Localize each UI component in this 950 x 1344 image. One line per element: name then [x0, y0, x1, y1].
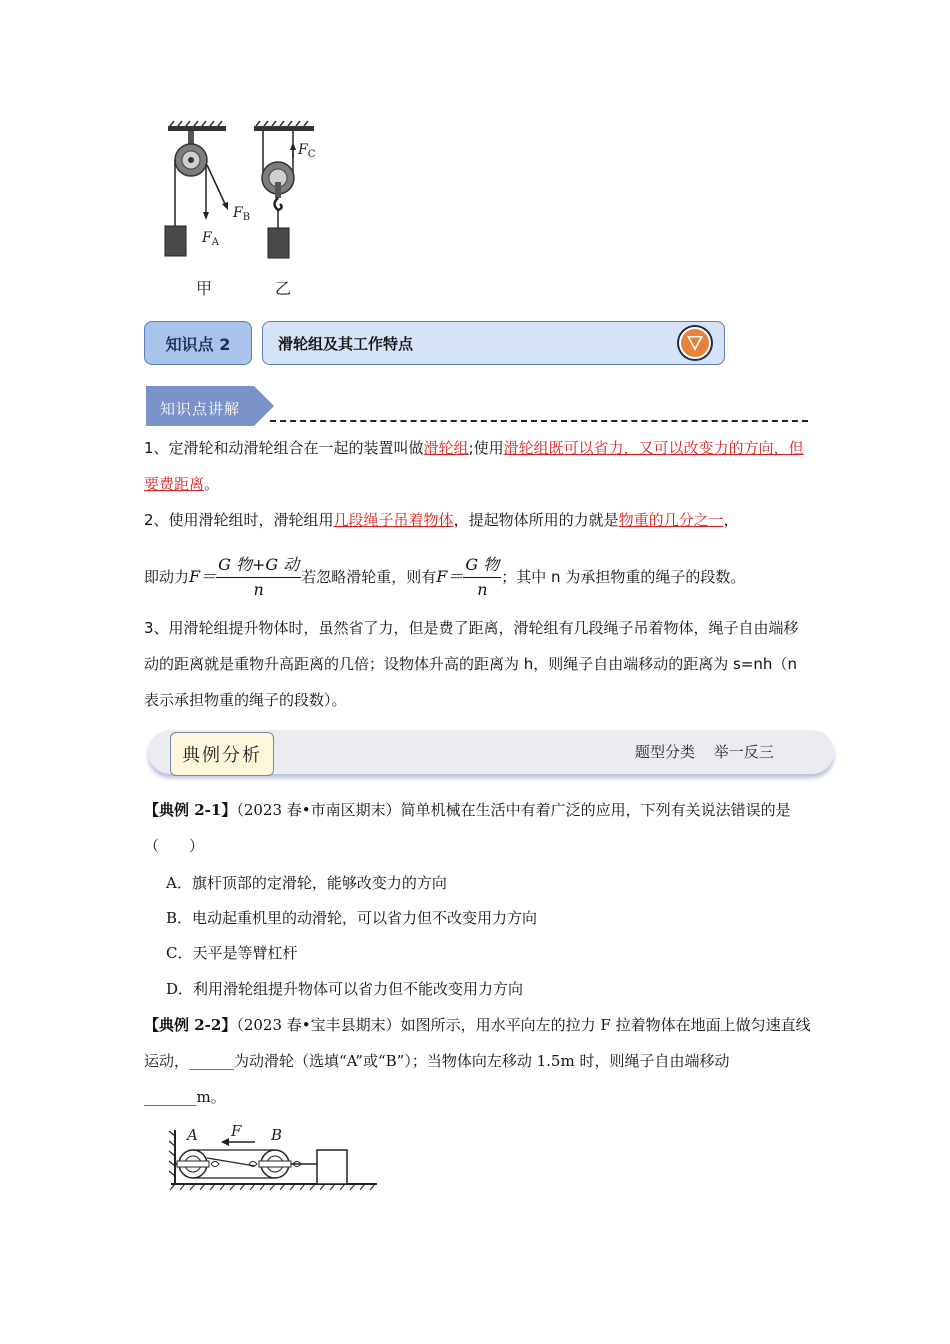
ceiling-left — [168, 121, 226, 131]
block — [317, 1150, 347, 1184]
pulley-b — [259, 1150, 317, 1178]
example-2-2-stem: 【典例 2-2】（2023 春•宝丰县期末）如图所示，用水平向左的拉力 F 拉着物体在地面上做匀速直线运动，______为动滑轮（选填“A”或“B”）；当物体向左移动 1.5m 时，则绳子自由端移动 _______m。 — [144, 1016, 811, 1106]
pulley-figure — [160, 120, 330, 300]
force-a-label: $F_A$ — [202, 230, 219, 248]
collapse-toggle[interactable] — [677, 325, 713, 361]
formula-fraction-2: $\frac{\text{G 物}}{n}$ — [465, 555, 500, 599]
movable-pulley — [262, 131, 296, 258]
force-c-label: $F_C$ — [298, 142, 316, 160]
knowledge-point-title: 滑轮组及其工作特点 — [278, 335, 414, 353]
knowledge-point-badge: 知识点 2 — [144, 321, 252, 365]
example-banner-right: 题型分类 举一反三 — [635, 743, 774, 761]
paragraph-3: 3、用滑轮组提升物体时，虽然省了力，但是费了距离，滑轮组有几段绳子吊着物体，绳子自由端移动的距离就是重物升高距离的几倍；设物体升高的距离为 h，则绳子自由端移动的距离为 s=nh（n 表示承担物重的绳子的段数）。 — [144, 619, 799, 709]
explanation-banner-label: 知识点讲解 — [160, 400, 241, 418]
ceiling-right — [254, 121, 314, 131]
ground — [170, 1184, 377, 1190]
formula-fraction-1: $\frac{\text{G 物+G 动}}{n}$ — [218, 555, 300, 599]
hook-a — [211, 1162, 219, 1167]
force-b-label: $F_B$ — [233, 205, 251, 223]
wall — [169, 1130, 175, 1184]
example-2-1-stem: 【典例 2-1】（2023 春•市南区期末）简单机械在生活中有着广泛的应用，下列有关说法错误的是（ ） — [144, 801, 791, 855]
chevron-down-icon — [677, 325, 713, 361]
label-b: B — [271, 1126, 283, 1144]
option-c: C．天平是等臂杠杆 — [166, 944, 298, 962]
example-banner-tag: 典例分析 — [170, 732, 274, 776]
caption-jia: 甲 — [196, 279, 213, 298]
section-divider — [270, 420, 808, 422]
caption-yi: 乙 — [275, 279, 292, 298]
option-d: D．利用滑轮组提升物体可以省力但不能改变用力方向 — [166, 980, 524, 998]
pulley-a — [175, 1150, 209, 1178]
label-a: A — [187, 1126, 198, 1144]
horizontal-pulley-figure — [165, 1122, 381, 1194]
label-f: F — [231, 1122, 242, 1140]
paragraph-2-line1: 2、使用滑轮组时，滑轮组用几段绳子吊着物体，提起物体所用的力就是物重的几分之一， — [144, 511, 739, 529]
option-b: B．电动起重机里的动滑轮，可以省力但不改变用力方向 — [166, 909, 538, 927]
paragraph-2-formula-line: 即动力F＝ $\frac{\text{G 物+G 动}}{n}$ 若忽略滑轮重，则有F＝ $\frac{\text{G 物}}{n}$ ；其中 n 为承担物重的绳子的段数。 — [144, 553, 812, 602]
option-a: A．旗杆顶部的定滑轮，能够改变力的方向 — [166, 874, 447, 892]
paragraph-1: 1、定滑轮和动滑轮组合在一起的装置叫做滑轮组;使用滑轮组既可以省力，又可以改变力的方向，但要费距离。 — [144, 439, 804, 493]
